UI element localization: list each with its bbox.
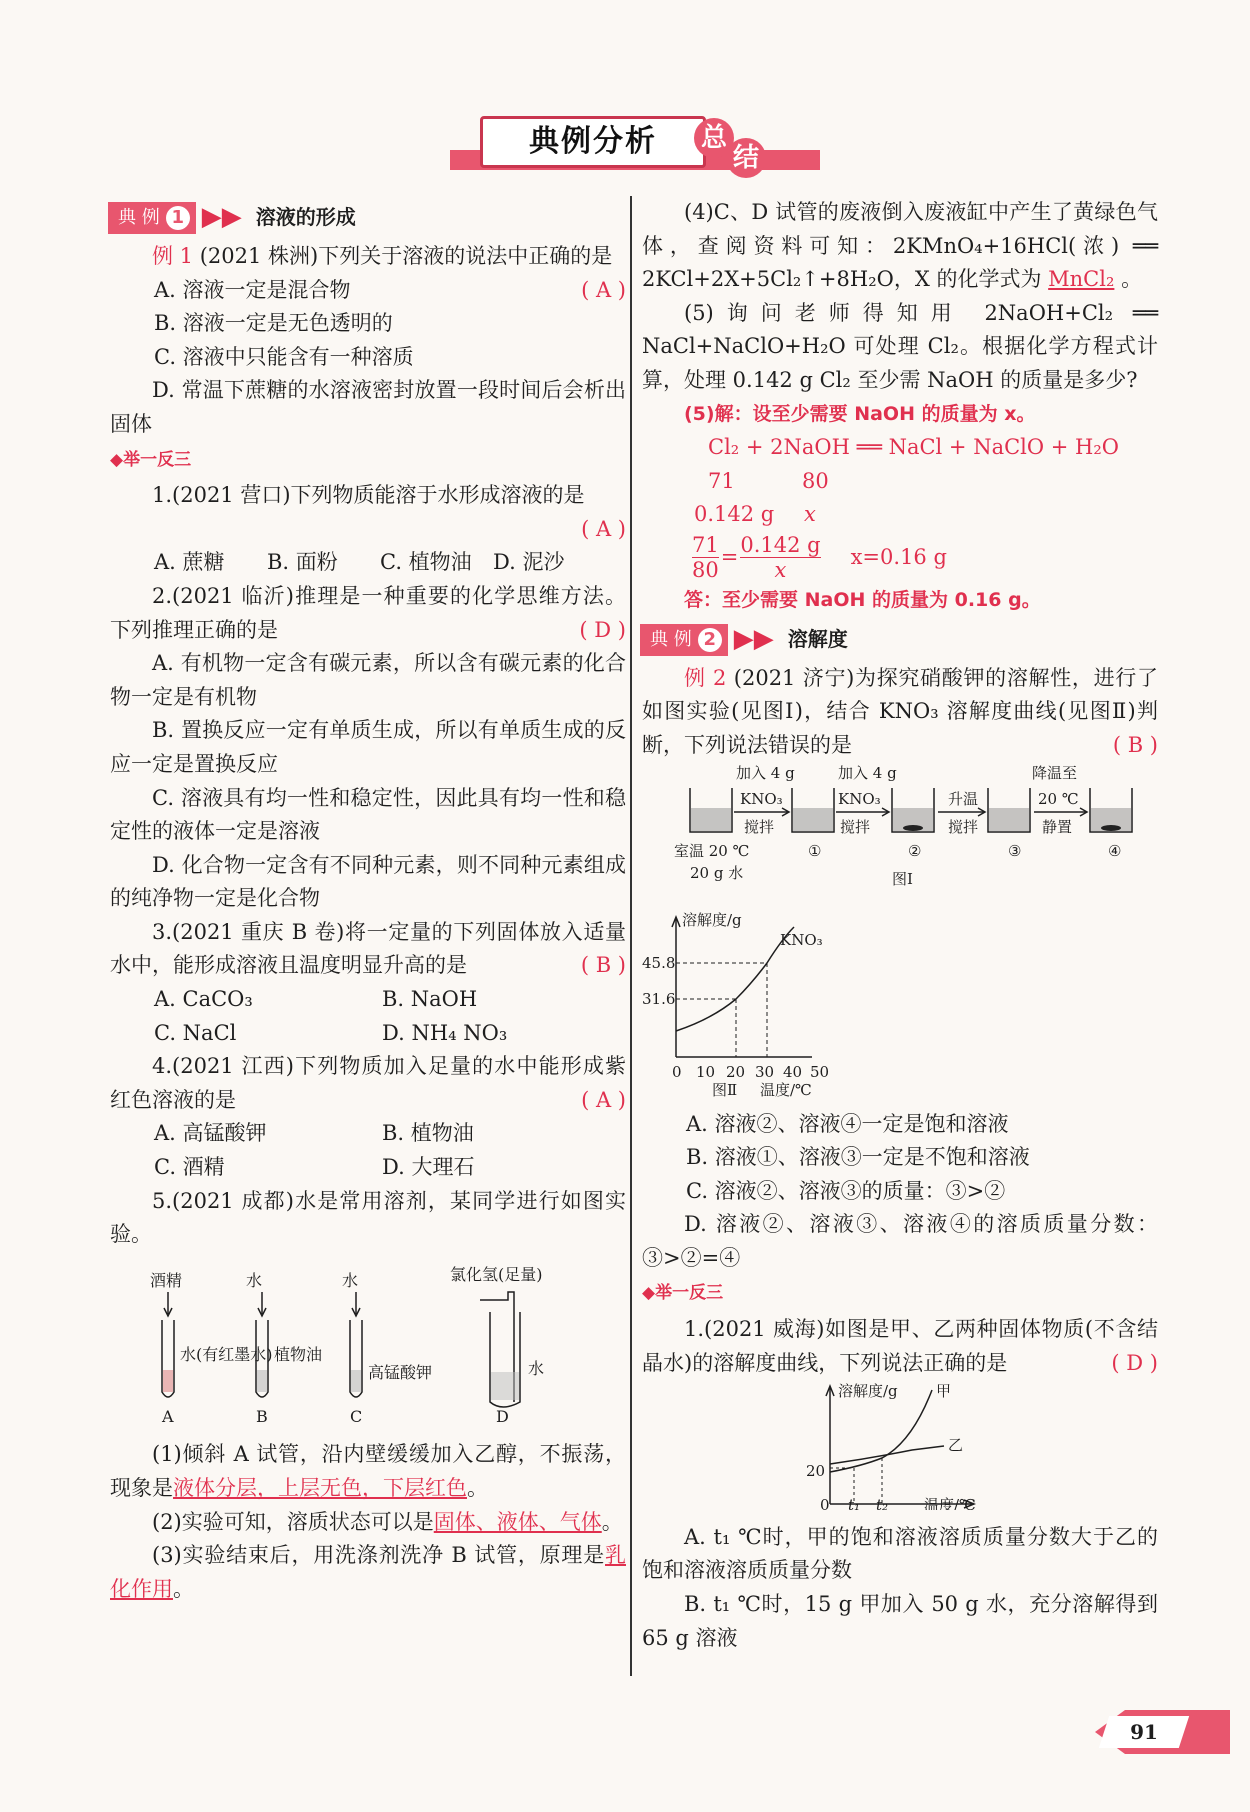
- label-heat: 升温: [948, 790, 979, 809]
- practice-heading: ◆举一反三: [642, 1283, 724, 1304]
- x-tick: 10: [696, 1062, 716, 1081]
- label-b: B: [256, 1406, 268, 1426]
- label-t1: t₁: [848, 1496, 861, 1511]
- label-c-content: 高锰酸钾: [368, 1362, 433, 1382]
- label-water-b: 水: [246, 1270, 263, 1290]
- fraction-1: [692, 533, 719, 582]
- option: C. 溶液中只能含有一种溶质: [154, 344, 414, 369]
- label-cool: 降温至: [1032, 764, 1078, 783]
- banner-badge-zong: 总: [694, 118, 734, 158]
- option: A. 溶液一定是混合物: [154, 277, 351, 302]
- curve-label: KNO₃: [780, 930, 823, 949]
- stem-text: (3)实验结束后，用洗涤剂洗净 B 试管，原理是: [152, 1543, 605, 1568]
- stem-text: (2021 济宁)为探究硝酸钾的溶解性，进行了如图实验(见图Ⅰ)，结合 KNO₃ 溶解度曲线(见图Ⅱ)判断，下列说法错误的是: [642, 665, 1158, 757]
- test-tube-diagram: [110, 1252, 626, 1428]
- label-alcohol: 酒精: [150, 1270, 183, 1290]
- label-room-temp: 室温 20 ℃: [674, 842, 750, 861]
- value-cl2: 0.142 g: [694, 502, 775, 527]
- question-4-stem: [110, 1050, 626, 1117]
- option: A. 高锰酸钾: [154, 1121, 267, 1146]
- origin-label: 0: [820, 1496, 830, 1511]
- solution-molar-masses: [642, 465, 1158, 499]
- label-d-content: 水: [528, 1358, 545, 1378]
- section-header-2: [640, 622, 1158, 658]
- question-5-stem: 5.(2021 成都)水是常用溶剂，某同学进行如图实验。: [110, 1188, 626, 1247]
- practice-heading: ◆举一反三: [110, 449, 192, 470]
- banner-badge-jie: 结: [726, 138, 766, 178]
- answer: ( B ): [1112, 732, 1158, 757]
- solution-result: x=0.16 g: [850, 545, 947, 570]
- label-d: D: [496, 1406, 509, 1426]
- answer: ( A ): [581, 1087, 626, 1112]
- fraction-denominator: x: [774, 558, 787, 583]
- figure-jia-yi-curve: [642, 1380, 1158, 1510]
- option: A. CaCO₃: [154, 987, 253, 1012]
- option: D. 大理石: [382, 1155, 475, 1180]
- stem-text: (2)实验可知，溶质状态可以是: [152, 1509, 434, 1534]
- option: B. 溶液①、溶液③一定是不饱和溶液: [686, 1145, 1030, 1170]
- answer: MnCl₂: [1048, 267, 1115, 292]
- stem-text: 4.(2021 江西)下列物质加入足量的水中能形成紫红色溶液的是: [110, 1054, 626, 1112]
- option: C. NaCl: [154, 1020, 237, 1045]
- option: B. NaOH: [382, 987, 478, 1012]
- molar-mass-cl2: 71: [708, 468, 735, 493]
- section-header-1: [108, 200, 626, 236]
- figure-1-beakers: [642, 762, 1158, 896]
- option: A. 溶液②、溶液④一定是饱和溶液: [686, 1111, 1009, 1136]
- section-title: 溶解度: [787, 626, 848, 651]
- kno3-curve: [676, 927, 794, 1031]
- label-stir-1: 搅拌: [744, 818, 775, 837]
- x-tick: 50: [810, 1062, 830, 1081]
- y-value-31-6: 31.6: [642, 989, 676, 1008]
- option: A. t₁ ℃时，甲的饱和溶液溶质质量分数大于乙的饱和溶液溶质质量分数: [642, 1524, 1158, 1583]
- fraction-2: [740, 533, 820, 582]
- x-axis-label: 温度/℃: [924, 1496, 976, 1511]
- y-axis-label: 溶解度/g: [838, 1382, 898, 1401]
- example-label: 例 2: [684, 665, 727, 690]
- value-x: x: [804, 502, 816, 527]
- question-5-part-2: [110, 1506, 626, 1540]
- example-label: 例 1: [152, 244, 194, 268]
- stem-text: 1.(2021 威海)如图是甲、乙两种固体物质(不含结晶水)的溶解度曲线，下列说法正确的是: [642, 1317, 1158, 1375]
- question-5-part-5: (5)询问老师得知用 2NaOH+Cl₂ ══ NaCl+NaClO+H₂O 可处理 Cl₂。根据化学方程式计算，处理 0.142 g Cl₂ 至少需 NaOH 的质量是多少?: [642, 300, 1158, 392]
- right-column: [642, 196, 1158, 1655]
- option: B. 置换反应一定有单质生成，所以有单质生成的反应一定是置换反应: [110, 718, 626, 776]
- question-r1-stem: [642, 1313, 1158, 1380]
- page-number-badge: [1080, 1710, 1230, 1754]
- label-stir-2: 搅拌: [840, 818, 871, 837]
- solution-answer: 答：至少需要 NaOH 的质量为 0.16 g。: [684, 588, 1041, 611]
- double-arrow-icon: ▶▶: [201, 202, 242, 233]
- header-banner: [450, 110, 820, 182]
- label-temp: 20 ℃: [1038, 790, 1079, 809]
- y-value-45-8: 45.8: [642, 953, 676, 972]
- section-tag-text: 典 例: [118, 207, 160, 228]
- figure-2-solubility-curve: [642, 907, 942, 1097]
- section-title: 溶液的形成: [255, 205, 356, 230]
- label-hcl: 氯化氢(足量): [450, 1264, 543, 1284]
- option: C. 植物油: [380, 550, 472, 575]
- answer: 固体、液体、气体: [433, 1509, 602, 1534]
- column-divider: [630, 196, 632, 1676]
- answer: ( D ): [579, 617, 626, 642]
- option: A. 蔗糖: [154, 550, 225, 575]
- answer: 乳化作用: [110, 1543, 626, 1601]
- label-stir-3: 搅拌: [948, 818, 979, 837]
- option: C. 溶液②、溶液③的质量：③>②: [686, 1178, 1006, 1203]
- question-2-stem: [110, 580, 626, 647]
- question-3-stem: [110, 916, 626, 983]
- label-c: C: [350, 1406, 363, 1426]
- option: B. 溶液一定是无色透明的: [154, 311, 393, 336]
- label-a: A: [162, 1406, 174, 1426]
- option: D. NH₄ NO₃: [382, 1020, 508, 1045]
- label-jia: 甲: [936, 1382, 952, 1401]
- x-tick: 20: [726, 1062, 746, 1081]
- question-3-options-row1: [110, 983, 626, 1017]
- option: C. 酒精: [154, 1155, 225, 1180]
- label-add-2: 加入 4 g: [838, 764, 897, 783]
- solution-equation: Cl₂ + 2NaOH ══ NaCl + NaClO + H₂O: [708, 435, 1119, 460]
- solution-intro: (5)解：设至少需要 NaOH 的质量为 x。: [684, 402, 1036, 425]
- page-number: 91: [1130, 1720, 1158, 1744]
- option: D. 泥沙: [493, 550, 565, 575]
- punct: 。: [173, 1576, 194, 1601]
- option: C. 溶液具有均一性和稳定性，因此具有均一性和稳定性的液体一定是溶液: [110, 785, 626, 844]
- label-kno3-2: KNO₃: [838, 790, 881, 809]
- question-5-part-3: [110, 1539, 626, 1606]
- answer: ( B ): [580, 953, 626, 978]
- section-tag: [640, 624, 728, 656]
- label-water: 20 g 水: [690, 864, 744, 883]
- answer: ( A ): [581, 277, 626, 302]
- x-axis-label: 温度/℃: [760, 1080, 812, 1097]
- label-t2: t₂: [876, 1496, 889, 1511]
- question-5-part-4: [642, 196, 1158, 297]
- section-tag: [108, 202, 196, 234]
- section-tag-text: 典 例: [650, 628, 692, 650]
- stem-text: (4)C、D 试管的废液倒入废液缸中产生了黄绿色气体，查阅资料可知：2KMnO₄+16HCl(浓) ══ 2KCl+2X+5Cl₂↑+8H₂O，X 的化学式为: [642, 200, 1158, 292]
- example-2-stem: [642, 662, 1158, 763]
- answer: 液体分层，上层无色，下层红色: [173, 1476, 467, 1500]
- label-b-content: 植物油: [274, 1344, 323, 1364]
- stem-text: (2021 株洲)下列关于溶液的说法中正确的是: [193, 244, 613, 268]
- fraction-denominator: 80: [692, 558, 719, 583]
- section-number: 2: [698, 628, 722, 652]
- question-1-options: [110, 546, 626, 580]
- punct: 。: [601, 1509, 623, 1534]
- section-number: 1: [166, 206, 190, 230]
- y-axis-label: 溶解度/g: [682, 910, 742, 929]
- figure-1-caption: 图Ⅰ: [892, 870, 913, 889]
- label-solution-2: ②: [908, 842, 922, 861]
- option: D. 化合物一定含有不同种元素，则不同种元素组成的纯净物一定是化合物: [110, 852, 626, 911]
- molar-mass-naoh: 80: [802, 468, 829, 493]
- option: B. t₁ ℃时，15 g 甲加入 50 g 水，充分溶解得到 65 g 溶液: [642, 1592, 1158, 1650]
- x-tick: 30: [755, 1062, 775, 1081]
- question-1-stem: 1.(2021 营口)下列物质能溶于水形成溶液的是: [152, 483, 585, 508]
- x-tick: 40: [783, 1062, 803, 1081]
- question-5-part-1: [110, 1438, 626, 1505]
- solution-proportion: $\frac{71}{80}$ = $\frac{0.142 g}{x}$ x=0.16 g: [692, 533, 947, 583]
- label-solution-3: ③: [1008, 842, 1022, 861]
- label-yi: 乙: [948, 1436, 964, 1455]
- answer: ( A ): [581, 516, 626, 541]
- left-column: [110, 196, 626, 1606]
- option: A. 有机物一定含有碳元素，所以含有碳元素的化合物一定是有机物: [110, 651, 626, 709]
- jia-curve: [830, 1390, 932, 1472]
- option: D. 常温下蔗糖的水溶液密封放置一段时间后会析出固体: [110, 378, 626, 436]
- banner-title: 典例分析: [480, 116, 706, 168]
- solution-values: [642, 498, 1158, 532]
- label-kno3-1: KNO₃: [740, 790, 783, 809]
- label-solution-1: ①: [808, 842, 822, 861]
- stem-text: (1)倾斜 A 试管，沿内壁缓缓加入乙醇，不振荡，现象是: [110, 1442, 626, 1500]
- option: D. 溶液②、溶液③、溶液④的溶质质量分数：③>②=④: [642, 1212, 1158, 1270]
- question-3-options-row2: [110, 1017, 626, 1051]
- option: B. 植物油: [382, 1121, 474, 1146]
- stem-text: 2.(2021 临沂)推理是一种重要的化学思维方法。下列推理正确的是: [110, 583, 626, 642]
- label-water-c: 水: [342, 1270, 359, 1290]
- answer: ( D ): [1111, 1350, 1158, 1375]
- label-add-1: 加入 4 g: [736, 764, 795, 783]
- question-4-options-row2: [110, 1151, 626, 1185]
- fraction-numerator: 0.142 g: [740, 533, 821, 558]
- question-4-options-row1: [110, 1117, 626, 1151]
- label-solution-4: ④: [1108, 842, 1122, 861]
- stem-text: 3.(2021 重庆 B 卷)将一定量的下列固体放入适量水中，能形成溶液且温度明显升高的是: [110, 919, 626, 978]
- label-still: 静置: [1042, 818, 1073, 837]
- y-value-20: 20: [806, 1462, 826, 1481]
- punct: 。: [467, 1476, 488, 1500]
- label-a-content: 水(有红墨水): [180, 1344, 273, 1364]
- question-1-answer: [110, 513, 626, 547]
- fraction-numerator: 71: [692, 533, 719, 558]
- figure-2-caption: 图Ⅱ: [712, 1080, 738, 1097]
- yi-curve: [830, 1446, 944, 1464]
- option: B. 面粉: [267, 550, 338, 575]
- double-arrow-icon: ▶▶: [733, 623, 774, 654]
- punct: 。: [1121, 267, 1143, 292]
- x-tick: 0: [672, 1062, 682, 1081]
